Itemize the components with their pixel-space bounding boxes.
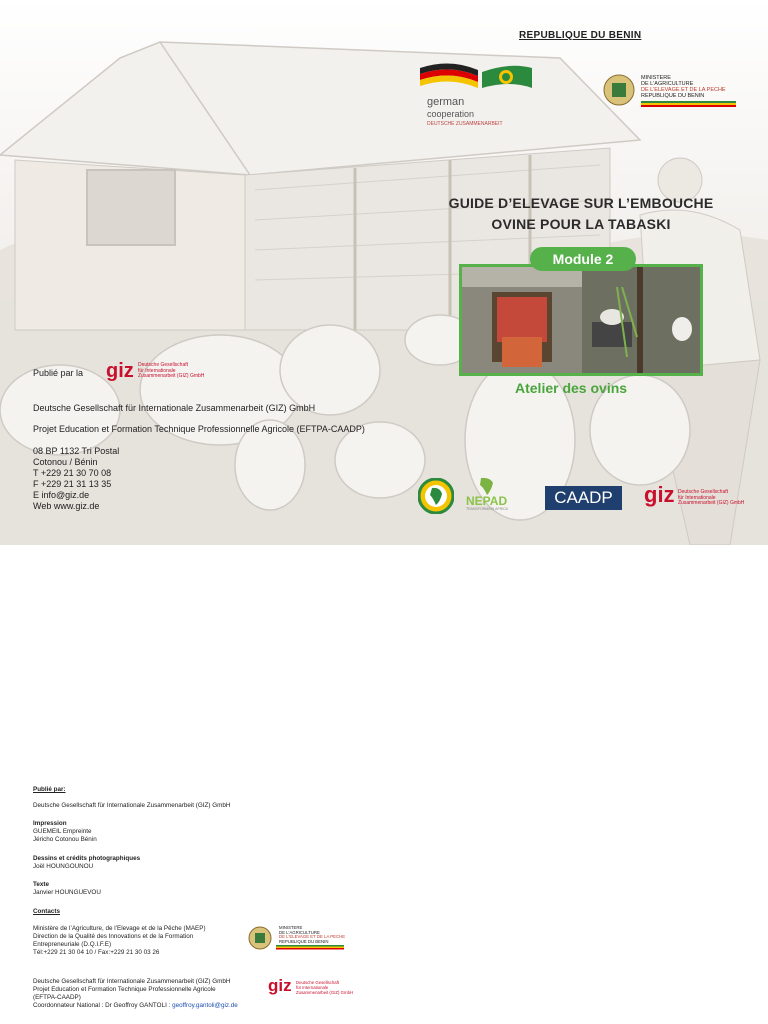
africa-map-icon [476,476,496,496]
republic-heading: REPUBLIQUE DU BENIN [519,30,642,41]
drawings-author: Joël HOUNGOUNOU [33,863,94,870]
colophon-published-label: Publié par: [33,786,66,793]
partner-logos [418,476,748,516]
african-union-logo [418,478,454,514]
caadp-logo: CAADP [545,486,622,510]
nepad-logo-text: NEPAD [466,494,508,508]
giz-logo-small-text: Deutsche Gesellschaft für Internationale Zusammenarbeit (GIZ) GmbH [296,980,354,995]
ministry-name: MINISTERE DE L'AGRICULTURE DE L'ELEVAGE ET DE LA PECHE REPUBLIQUE DU BENIN [641,75,726,99]
german-cooperation-text: cooperation [427,109,475,119]
giz-logo-small: giz [268,976,292,995]
text-author: Janvier HOUNGUEVOU [33,889,101,896]
module-badge: Module 2 [530,247,636,271]
text-label: Texte [33,881,49,888]
giz-logo: giz Deutsche Gesellschaft für Internationale Zusammenarbeit (GIZ) GmbH [106,360,205,382]
german-cooperation-subtext: DEUTSCHE ZUSAMMENARBEIT [427,121,503,127]
impression-label: Impression [33,820,67,827]
german-cooperation-logo [420,60,535,130]
drawings-label: Dessins et crédits photographiques [33,855,141,862]
org-name: Deutsche Gesellschaft für Internationale Zusammenarbeit (GIZ) GmbH [33,403,316,413]
giz-partner-logo: giz [644,482,675,507]
address-block: 08 BP 1132 Tri Postal Cotonou / Bénin T +229 21 30 70 08 F +229 21 31 13 35 E info@giz.de Web www.giz.de [33,446,120,511]
project-name: Projet Education et Formation Technique Professionnelle Agricole (EFTPA-CAADP) [33,424,365,434]
impression-details: GUEMEIL Empreinte Jéricho Cotonou Bénin [33,828,97,843]
giz-partner-text: Deutsche Gesellschaft für Internationale Zusammenarbeit (GIZ) GmbH [678,489,745,506]
german-cooperation-text: german [427,96,465,108]
published-by-label: Publié par la [33,368,84,378]
contact-giz: Deutsche Gesellschaft für Internationale Zusammenarbeit (GIZ) GmbH Projet Education et Formation Technique Professionnelle Agricole (EFTPA-CAADP) Coordonnateur National : Dr Geoffroy GANTOLI : geoffroy.gantoli@giz.de [33,978,238,1009]
contact-ministry: Ministère de l’Agriculture, de l’Elevage et de la Pêche (MAEP) Direction de la Qualité des Innovations et de la Formation Entrepreneuriale (D.Q.I.F.E) Tél:+229 21 30 04 10 / Fax:+229 21 30 03 26 [33,925,206,956]
contacts-label: Contacts [33,908,60,915]
coordinator-email-link[interactable]: geoffroy.gantoli@giz.de [172,1002,238,1009]
colophon-org: Deutsche Gesellschaft für Internationale Zusammenarbeit (GIZ) GmbH [33,802,231,809]
ministry-name-small: MINISTERE DE L'AGRICULTURE DE L'ELEVAGE ET DE LA PECHE REPUBLIQUE DU BENIN [279,925,346,944]
nepad-subtext: TRANSFORMING AFRICA [466,507,509,511]
module-subtitle: Atelier des ovins [515,380,628,396]
guide-title: GUIDE D’ELEVAGE SUR L’EMBOUCHE OVINE POUR LA TABASKI [448,195,714,232]
sheep-pen-photo [459,264,703,376]
